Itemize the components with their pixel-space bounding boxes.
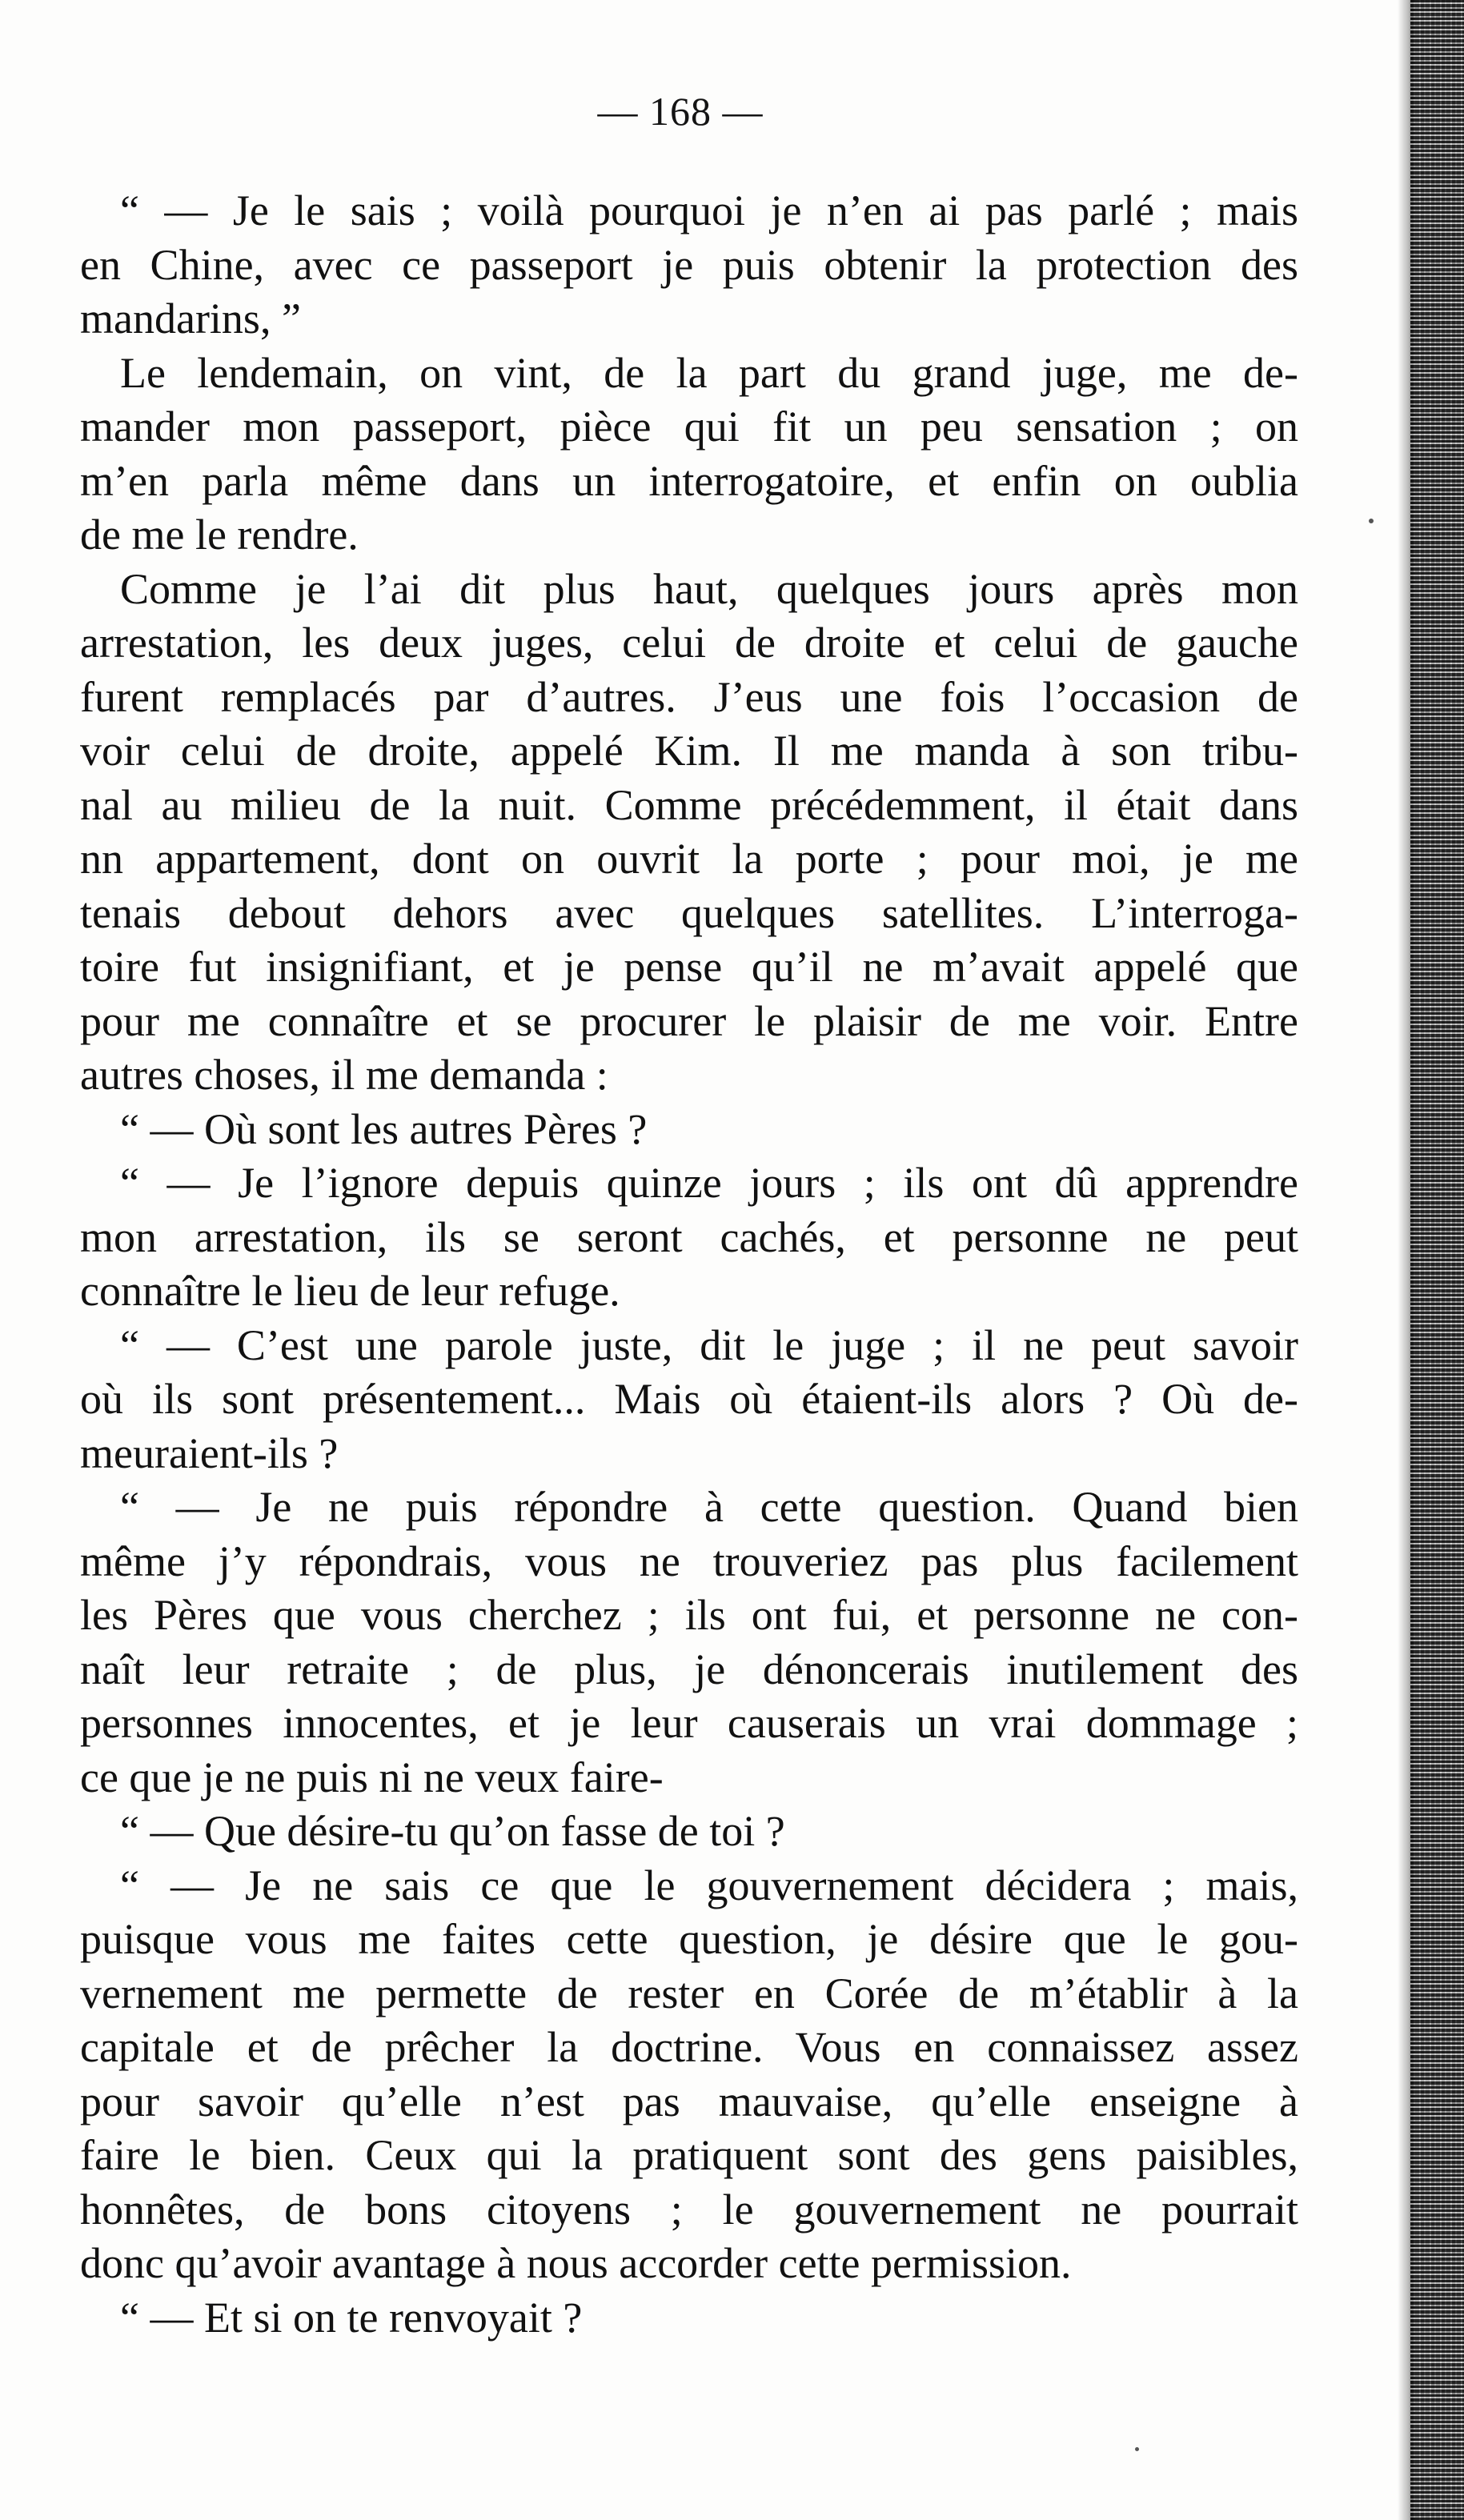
text-line: “ — Je l’ignore depuis quinze jours ; ils ont dû apprendre <box>120 1159 1298 1207</box>
text-line: pour me connaître et se procurer le plaisir de me voir. Entre <box>80 996 1298 1045</box>
text-line: donc qu’avoir avantage à nous accorder cette permission. <box>80 2239 1072 2287</box>
scanned-page-edge <box>1410 0 1464 2520</box>
text-line: nal au milieu de la nuit. Comme précédemment, il était dans <box>80 780 1298 829</box>
text-line: m’en parla même dans un interrogatoire, et enfin on oublia <box>80 456 1298 505</box>
page-number: — 168 — <box>597 89 764 134</box>
text-line: nn appartement, dont on ouvrit la porte ; pour moi, je me <box>80 835 1298 883</box>
text-line: “ — Je ne sais ce que le gouvernement décidera ; mais, <box>120 1861 1298 1909</box>
text-line: même j’y répondrais, vous ne trouveriez pas plus facilement <box>80 1536 1298 1585</box>
text-line: “ — C’est une parole juste, dit le juge ; il ne peut savoir <box>120 1320 1298 1369</box>
text-line: de me le rendre. <box>80 511 359 559</box>
text-line: mander mon passeport, pièce qui fit un peu sensation ; on <box>80 403 1298 451</box>
text-line: Le lendemain, on vint, de la part du grand juge, me de- <box>120 348 1298 397</box>
text-line: meuraient-ils ? <box>80 1428 339 1477</box>
text-line: faire le bien. Ceux qui la pratiquent sont des gens paisibles, <box>80 2131 1298 2179</box>
text-line: toire fut insignifiant, et je pense qu’il ne m’avait appelé que <box>80 943 1298 991</box>
text-line: pour savoir qu’elle n’est pas mauvaise, qu’elle enseigne à <box>80 2077 1298 2125</box>
text-line: honnêtes, de bons citoyens ; le gouvernement ne pourrait <box>80 2185 1298 2234</box>
text-line: arrestation, les deux juges, celui de droite et celui de gauche <box>80 619 1298 667</box>
text-line: “ — Et si on te renvoyait ? <box>120 2293 583 2342</box>
text-line: capitale et de prêcher la doctrine. Vous en connaissez assez <box>80 2023 1298 2071</box>
text-line: où ils sont présentement... Mais où étaient-ils alors ? Où de- <box>80 1375 1298 1423</box>
text-line: les Pères que vous cherchez ; ils ont fui, et personne ne con- <box>80 1591 1298 1639</box>
text-line: autres choses, il me demanda : <box>80 1051 608 1099</box>
text-line: tenais debout dehors avec quelques satellites. L’interroga- <box>80 888 1298 937</box>
text-line: “ — Où sont les autres Pères ? <box>120 1104 648 1153</box>
body-text <box>80 184 1298 2345</box>
text-line: en Chine, avec ce passeport je puis obtenir la protection des <box>80 240 1298 289</box>
text-line: mon arrestation, ils se seront cachés, et personne ne peut <box>80 1212 1298 1261</box>
text-line: “ — Je ne puis répondre à cette question. Quand bien <box>120 1483 1298 1531</box>
text-line: furent remplacés par d’autres. J’eus une fois l’occasion de <box>80 672 1298 721</box>
text-line: personnes innocentes, et je leur causerais un vrai dommage ; <box>80 1699 1298 1747</box>
text-line: puisque vous me faites cette question, je désire que le gou- <box>80 1915 1298 1963</box>
text-line: voir celui de droite, appelé Kim. Il me manda à son tribu- <box>80 727 1298 775</box>
ink-speck <box>1369 519 1374 523</box>
text-line: naît leur retraite ; de plus, je dénoncerais inutilement des <box>80 1645 1298 1693</box>
ink-speck <box>1135 2447 1139 2451</box>
text-line: “ — Je le sais ; voilà pourquoi je n’en ai pas parlé ; mais <box>120 186 1298 234</box>
text-line: connaître le lieu de leur refuge. <box>80 1267 620 1315</box>
text-line: ce que je ne puis ni ne veux faire- <box>80 1753 664 1801</box>
text-line: vernement me permette de rester en Corée de m’établir à la <box>80 1969 1298 2017</box>
text-line: “ — Que désire-tu qu’on fasse de toi ? <box>120 1807 785 1855</box>
text-line: mandarins, ” <box>80 294 301 343</box>
text-line: Comme je l’ai dit plus haut, quelques jours après mon <box>120 564 1298 613</box>
